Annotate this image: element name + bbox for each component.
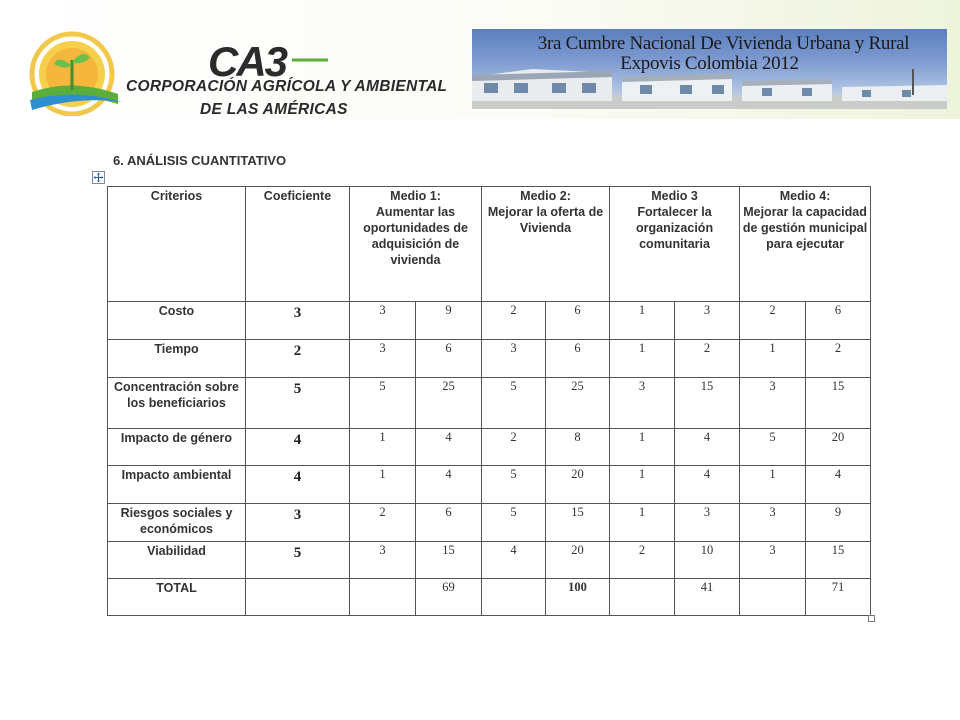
table-move-handle-icon[interactable] [92, 171, 105, 184]
coeficiente-cell: 2 [246, 340, 350, 378]
coeficiente-cell: 5 [246, 378, 350, 429]
header-medio-1: Medio 1: Aumentar las oportunidades de adquisición de vivienda [350, 187, 482, 302]
weighted-score-cell: 100 [546, 579, 610, 616]
weighted-score-cell: 15 [806, 378, 871, 429]
criterio-cell: Viabilidad [108, 542, 246, 579]
banner-title-line2: Expovis Colombia 2012 [620, 53, 799, 74]
score-cell: 1 [740, 340, 806, 378]
organization-name-line2: DE LAS AMÉRICAS [200, 101, 348, 118]
criterio-cell: Costo [108, 302, 246, 340]
weighted-score-cell: 25 [546, 378, 610, 429]
weighted-score-cell: 71 [806, 579, 871, 616]
weighted-score-cell: 6 [546, 340, 610, 378]
score-cell: 2 [350, 504, 416, 542]
quantitative-analysis-table [107, 186, 871, 616]
event-banner [472, 29, 947, 109]
weighted-score-cell: 4 [675, 466, 740, 504]
banner-title-line1: 3ra Cumbre Nacional De Vivienda Urbana y Rural [537, 33, 910, 54]
score-cell: 1 [610, 302, 675, 340]
score-cell: 1 [740, 466, 806, 504]
table-row [108, 429, 871, 466]
score-cell: 5 [482, 466, 546, 504]
slide-header [0, 0, 960, 119]
weighted-score-cell: 6 [416, 504, 482, 542]
weighted-score-cell: 4 [675, 429, 740, 466]
score-cell: 1 [610, 429, 675, 466]
header-medio-4: Medio 4: Mejorar la capacidad de gestión municipal para ejecutar [740, 187, 871, 302]
coeficiente-cell: 3 [246, 302, 350, 340]
table-row [108, 302, 871, 340]
criterio-cell: Riesgos sociales y económicos [108, 504, 246, 542]
score-cell [482, 579, 546, 616]
table-row [108, 340, 871, 378]
score-cell: 1 [610, 466, 675, 504]
score-cell: 5 [482, 504, 546, 542]
organization-name-line1: CORPORACIÓN AGRÍCOLA Y AMBIENTAL [126, 78, 448, 95]
weighted-score-cell: 10 [675, 542, 740, 579]
weighted-score-cell: 9 [806, 504, 871, 542]
weighted-score-cell: 4 [416, 466, 482, 504]
score-cell: 1 [610, 340, 675, 378]
weighted-score-cell: 8 [546, 429, 610, 466]
coeficiente-cell [246, 579, 350, 616]
header-medio-2: Medio 2: Mejorar la oferta de Vivienda [482, 187, 610, 302]
weighted-score-cell: 2 [806, 340, 871, 378]
score-cell: 5 [740, 429, 806, 466]
score-cell [740, 579, 806, 616]
score-cell: 3 [740, 542, 806, 579]
score-cell: 3 [482, 340, 546, 378]
weighted-score-cell: 15 [546, 504, 610, 542]
score-cell: 1 [350, 429, 416, 466]
weighted-score-cell: 6 [806, 302, 871, 340]
weighted-score-cell: 3 [675, 302, 740, 340]
ca3-logo-mark [206, 38, 331, 82]
score-cell: 3 [740, 378, 806, 429]
table-row [108, 542, 871, 579]
criterio-cell: TOTAL [108, 579, 246, 616]
weighted-score-cell: 4 [416, 429, 482, 466]
criterio-cell: Concentración sobre los beneficiarios [108, 378, 246, 429]
score-cell: 3 [740, 504, 806, 542]
table-row [108, 504, 871, 542]
weighted-score-cell: 2 [675, 340, 740, 378]
score-cell: 5 [350, 378, 416, 429]
weighted-score-cell: 25 [416, 378, 482, 429]
weighted-score-cell: 15 [806, 542, 871, 579]
coeficiente-cell: 3 [246, 504, 350, 542]
criterio-cell: Impacto ambiental [108, 466, 246, 504]
total-row [108, 579, 871, 616]
score-cell: 2 [482, 429, 546, 466]
weighted-score-cell: 9 [416, 302, 482, 340]
coeficiente-cell: 4 [246, 429, 350, 466]
score-cell: 5 [482, 378, 546, 429]
weighted-score-cell: 41 [675, 579, 740, 616]
header-criterios: Criterios [108, 187, 246, 302]
weighted-score-cell: 6 [546, 302, 610, 340]
weighted-score-cell: 15 [675, 378, 740, 429]
table-header-row [108, 187, 871, 302]
score-cell: 3 [350, 542, 416, 579]
table-resize-handle[interactable] [868, 615, 875, 622]
weighted-score-cell: 4 [806, 466, 871, 504]
coeficiente-cell: 5 [246, 542, 350, 579]
weighted-score-cell: 20 [546, 466, 610, 504]
weighted-score-cell: 6 [416, 340, 482, 378]
score-cell [350, 579, 416, 616]
svg-text:CA3: CA3 [208, 38, 287, 82]
score-cell: 3 [350, 302, 416, 340]
header-coeficiente: Coeficiente [246, 187, 350, 302]
score-cell: 1 [610, 504, 675, 542]
weighted-score-cell: 69 [416, 579, 482, 616]
criterio-cell: Tiempo [108, 340, 246, 378]
table-row [108, 378, 871, 429]
score-cell [610, 579, 675, 616]
score-cell: 2 [482, 302, 546, 340]
score-cell: 2 [610, 542, 675, 579]
criterio-cell: Impacto de género [108, 429, 246, 466]
section-heading: 6. ANÁLISIS CUANTITATIVO [113, 153, 287, 168]
organization-logo-emblem [18, 30, 130, 116]
header-medio-3: Medio 3 Fortalecer la organización comunitaria [610, 187, 740, 302]
coeficiente-cell: 4 [246, 466, 350, 504]
weighted-score-cell: 20 [806, 429, 871, 466]
score-cell: 2 [740, 302, 806, 340]
weighted-score-cell: 20 [546, 542, 610, 579]
score-cell: 3 [610, 378, 675, 429]
table-row [108, 466, 871, 504]
score-cell: 3 [350, 340, 416, 378]
score-cell: 1 [350, 466, 416, 504]
weighted-score-cell: 3 [675, 504, 740, 542]
weighted-score-cell: 15 [416, 542, 482, 579]
score-cell: 4 [482, 542, 546, 579]
